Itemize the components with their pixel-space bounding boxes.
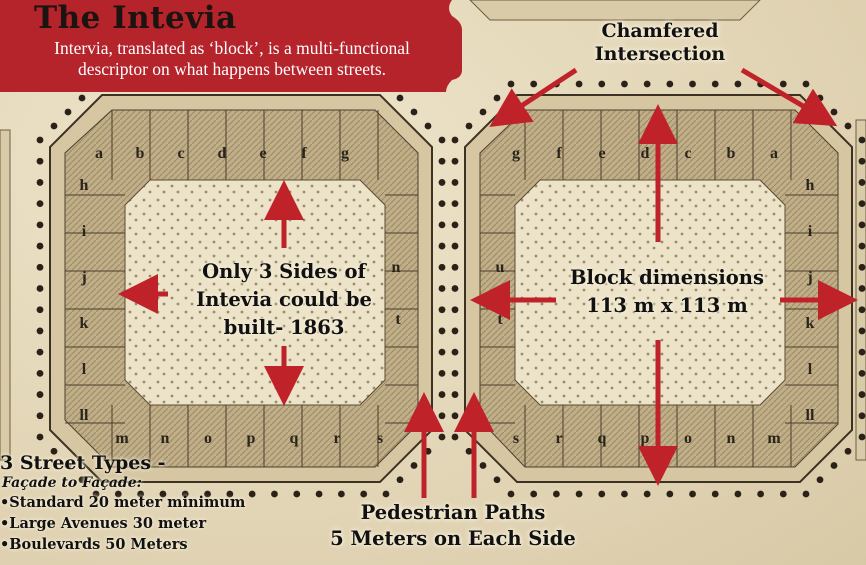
lot-letter: b	[135, 145, 145, 162]
street-tree	[452, 285, 459, 292]
street-tree	[452, 200, 459, 207]
street-tree	[37, 179, 44, 186]
street-tree	[439, 264, 446, 271]
street-tree	[859, 349, 866, 356]
street-tree	[439, 158, 446, 165]
street-tree	[859, 243, 866, 250]
street-tree	[666, 81, 673, 88]
lot-letter: l	[807, 361, 813, 378]
street-tree	[553, 491, 560, 498]
lot-letter: t	[497, 311, 503, 328]
street-tree	[360, 491, 367, 498]
street-tree	[480, 109, 487, 116]
street-tree	[845, 448, 852, 455]
lot-letter: l	[81, 361, 87, 378]
subtitle-line-1: Intervia, translated as ‘block’, is a multi-functional	[54, 38, 410, 58]
lot-letter: s	[376, 430, 384, 447]
street-tree	[452, 137, 459, 144]
street-tree	[859, 137, 866, 144]
street-tree	[780, 491, 787, 498]
street-tree	[79, 95, 86, 102]
callout-line: Block dimensions	[570, 266, 764, 289]
callout-line: Pedestrian Paths	[360, 501, 546, 524]
lot-letter: e	[598, 145, 606, 162]
street-tree	[644, 491, 651, 498]
street-tree	[621, 81, 628, 88]
street-tree	[859, 412, 866, 419]
street-tree	[293, 491, 300, 498]
street-type-item: • Standard 20 meter minimum	[0, 492, 245, 513]
street-tree	[439, 306, 446, 313]
street-tree	[338, 491, 345, 498]
street-tree	[439, 349, 446, 356]
lot-letter: f	[301, 145, 307, 162]
street-tree	[735, 491, 742, 498]
page-title: The Intevia	[34, 0, 237, 36]
street-tree	[780, 81, 787, 88]
street-tree	[37, 158, 44, 165]
lot-letter: ll	[79, 407, 89, 424]
callout-line: 5 Meters on Each Side	[330, 527, 576, 550]
street-tree	[439, 391, 446, 398]
street-tree	[37, 349, 44, 356]
street-tree	[859, 434, 866, 441]
street-tree	[452, 434, 459, 441]
street-tree	[37, 306, 44, 313]
street-tree	[411, 109, 418, 116]
street-tree	[51, 123, 58, 130]
street-types-subheading: Façade to Façade:	[2, 475, 142, 491]
lot-letter: p	[640, 430, 650, 447]
street-tree	[508, 81, 515, 88]
neighbor-block-top	[470, 0, 760, 20]
lot-letter: k	[805, 315, 815, 332]
lot-letter: n	[160, 430, 170, 447]
street-tree	[37, 137, 44, 144]
street-tree	[439, 412, 446, 419]
callout-line: built- 1863	[223, 316, 345, 339]
street-types-heading: 3 Street Types -	[0, 452, 166, 474]
lot-letter: g	[512, 145, 520, 162]
street-tree	[735, 81, 742, 88]
lot-letter: u	[495, 259, 505, 276]
street-tree	[452, 158, 459, 165]
street-tree	[439, 137, 446, 144]
street-tree	[439, 370, 446, 377]
lot-letter: s	[512, 430, 520, 447]
street-tree	[803, 81, 810, 88]
lot-letter: n	[391, 259, 401, 276]
street-tree	[859, 328, 866, 335]
street-tree	[831, 462, 838, 469]
callout-block-dimensions	[558, 264, 776, 320]
street-tree	[757, 491, 764, 498]
lot-letter: p	[246, 430, 256, 447]
street-tree	[452, 412, 459, 419]
lot-letter: r	[333, 430, 341, 447]
street-tree	[466, 448, 473, 455]
lot-letter: e	[259, 145, 267, 162]
lot-letter: c	[684, 145, 692, 162]
lot-letter: h	[805, 177, 815, 194]
street-tree	[712, 81, 719, 88]
lot-letter: j	[807, 269, 813, 286]
street-type-item: • Large Avenues 30 meter	[0, 513, 245, 534]
lot-letter: a	[770, 145, 778, 162]
lot-letter: k	[79, 315, 89, 332]
street-tree	[37, 434, 44, 441]
street-tree	[598, 81, 605, 88]
neighbor-block-left	[0, 130, 10, 460]
street-tree	[859, 200, 866, 207]
lot-letter: b	[726, 145, 736, 162]
street-tree	[452, 179, 459, 186]
lot-letter: f	[556, 145, 562, 162]
street-tree	[644, 81, 651, 88]
street-types-list	[0, 492, 245, 555]
street-tree	[466, 123, 473, 130]
lot-letter: d	[217, 145, 227, 162]
lot-letter: r	[555, 430, 563, 447]
street-tree	[859, 370, 866, 377]
street-tree	[859, 306, 866, 313]
street-tree	[249, 491, 256, 498]
street-tree	[37, 370, 44, 377]
lot-letter: d	[640, 145, 650, 162]
lot-letter: q	[597, 430, 607, 447]
street-tree	[383, 491, 390, 498]
street-tree	[37, 285, 44, 292]
lot-letter: ll	[805, 407, 815, 424]
street-tree	[831, 109, 838, 116]
street-tree	[411, 462, 418, 469]
lot-letter: i	[807, 223, 813, 240]
street-tree	[37, 412, 44, 419]
lot-letter: a	[95, 145, 103, 162]
callout-line: Intevia could be	[196, 288, 372, 311]
street-tree	[452, 391, 459, 398]
callout-line: 113 m x 113 m	[586, 294, 748, 317]
street-tree	[494, 95, 501, 102]
street-tree	[712, 491, 719, 498]
street-tree	[508, 491, 515, 498]
street-tree	[803, 491, 810, 498]
street-tree	[425, 123, 432, 130]
lot-letter: n	[726, 430, 736, 447]
street-tree	[859, 179, 866, 186]
lot-letter: m	[767, 430, 781, 447]
lot-letter: j	[81, 269, 87, 286]
street-tree	[271, 491, 278, 498]
lot-letter: q	[289, 430, 299, 447]
street-tree	[480, 462, 487, 469]
street-tree	[37, 264, 44, 271]
street-tree	[37, 200, 44, 207]
street-tree	[859, 221, 866, 228]
callout-chamfered-intersection	[570, 20, 750, 66]
callout-three-sides	[184, 258, 384, 342]
street-tree	[37, 243, 44, 250]
street-tree	[530, 491, 537, 498]
title-banner	[0, 0, 466, 92]
street-tree	[439, 179, 446, 186]
lot-letter: o	[684, 430, 692, 447]
lot-letter: g	[341, 145, 349, 162]
street-tree	[439, 200, 446, 207]
street-tree	[439, 328, 446, 335]
street-tree	[37, 221, 44, 228]
street-tree	[452, 243, 459, 250]
callout-pedestrian-paths	[318, 500, 588, 552]
page-subtitle	[6, 38, 458, 80]
street-tree	[439, 434, 446, 441]
street-tree	[439, 285, 446, 292]
street-tree	[452, 306, 459, 313]
street-tree	[452, 370, 459, 377]
callout-line: Chamfered	[601, 20, 719, 42]
lot-letter: o	[204, 430, 212, 447]
street-tree	[621, 491, 628, 498]
lot-letter: c	[177, 145, 185, 162]
street-tree	[397, 95, 404, 102]
street-tree	[397, 476, 404, 483]
street-tree	[530, 81, 537, 88]
lot-letter: i	[81, 223, 87, 240]
street-tree	[316, 491, 323, 498]
street-tree	[666, 491, 673, 498]
lot-letter: h	[79, 177, 89, 194]
callout-line: Intersection	[594, 42, 726, 65]
street-types-legend	[0, 452, 245, 555]
street-tree	[452, 264, 459, 271]
lot-letter: m	[115, 430, 129, 447]
street-tree	[439, 243, 446, 250]
street-tree	[494, 476, 501, 483]
street-tree	[576, 81, 583, 88]
street-tree	[452, 349, 459, 356]
callout-line: Only 3 Sides of	[202, 260, 366, 283]
street-type-item: • Boulevards 50 Meters	[0, 534, 245, 555]
street-tree	[859, 285, 866, 292]
street-tree	[452, 221, 459, 228]
subtitle-line-2: descriptor on what happens between streets.	[77, 59, 387, 79]
lot-letter: t	[395, 311, 401, 328]
street-tree	[817, 95, 824, 102]
street-tree	[845, 123, 852, 130]
street-tree	[576, 491, 583, 498]
street-tree	[689, 81, 696, 88]
street-tree	[859, 391, 866, 398]
street-tree	[598, 491, 605, 498]
street-tree	[689, 491, 696, 498]
street-tree	[859, 158, 866, 165]
street-tree	[439, 221, 446, 228]
street-tree	[817, 476, 824, 483]
street-tree	[452, 328, 459, 335]
street-tree	[37, 391, 44, 398]
street-tree	[37, 328, 44, 335]
street-tree	[859, 264, 866, 271]
street-tree	[65, 109, 72, 116]
